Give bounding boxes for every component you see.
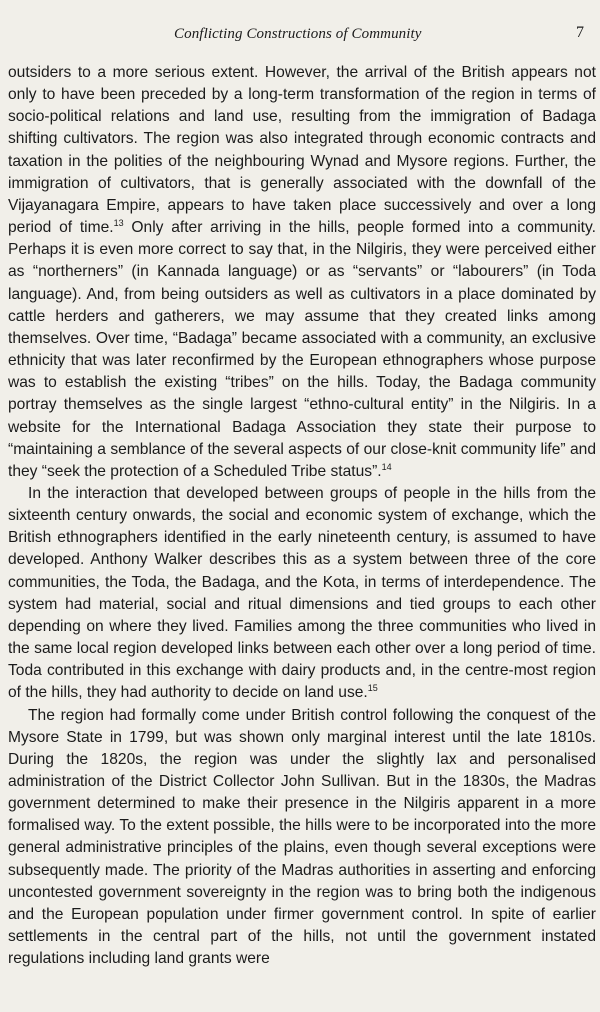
- page-header: [0, 26, 600, 46]
- paragraph-2: [8, 483, 596, 705]
- footnote-ref-13: 13: [113, 217, 124, 228]
- paragraph-3-text-1: The region had formally come under British control following the conquest of the Mysore State in 1799, but was shown only marginal interest until the late 1810s. During the 1820s, the region was under the slightly lax and personalised administration of the District Collector John Sullivan. But in the 1830s, the Madras government determined to make their presence in the Nilgiris apparent in a more formalised way. To the extent possible, the hills were to be incorporated into the more general administrative principles of the plains, even though several exceptions were subsequently made. The priority of the Madras authorities in asserting and enforcing uncontested government sovereignty in the region was to bring both the indigenous and the European population under firmer government control. In spite of earlier settlements in the central part of the hills, not until the government instated regulations including land grants were: [8, 706, 596, 968]
- paragraph-3: [8, 705, 596, 971]
- paragraph-1: [8, 62, 596, 483]
- running-head: Conflicting Constructions of Community: [174, 26, 422, 42]
- body-text: [8, 62, 596, 970]
- paragraph-2-text-1: In the interaction that developed between groups of people in the hills from the sixteenth century onwards, the social and economic system of exchange, which the British ethnographers identified in the early nineteenth century, is assumed to have developed. Anthony Walker describes this as a system between three of the core communities, the Toda, the Badaga, and the Kota, in terms of interdependence. The system had material, social and ritual dimensions and tied groups to each other depending on where they lived. Families among the three communities who lived in the same local region developed links between each other over a long period of time. Toda contributed in this exchange with dairy products and, in the centre-most region of the hills, they had authority to decide on land use.: [8, 484, 596, 702]
- paragraph-1-text-1: outsiders to a more serious extent. However, the arrival of the British appears not only to have been preceded by a long-term transformation of the region in terms of socio-political relations and land use, resulting from the immigration of Badaga shifting cultivators. The region was also integrated through economic contracts and taxation in the polities of the neighbouring Wynad and Mysore regions. Further, the immigration of cultivators, that is generally associated with the downfall of the Vijayanagara Empire, appears to have taken place successively and over a long period of time.: [8, 64, 596, 237]
- footnote-ref-14: 14: [381, 461, 392, 472]
- footnote-ref-15: 15: [367, 683, 378, 694]
- paragraph-1-text-2: Only after arriving in the hills, people formed into a community. Perhaps it is even more correct to say that, in the Nilgiris, they were perceived either as “northerners” (in Kannada language) or as “servants” or “labourers” (in Toda language). And, from being outsiders as well as cultivators in a place dominated by cattle herders and gatherers, we may assume that they created links among themselves. Over time, “Badaga” became associated with a community, an exclusive ethnicity that was later reconfirmed by the European ethnographers whose purpose was to establish the existing “tribes” on the hills. Today, the Badaga community portray themselves as the single largest “ethno-cultural entity” in the Nilgiris. In a website for the International Badaga Association they state their purpose to “maintaining a semblance of the several aspects of our close-knit community life” and they “seek the protection of a Scheduled Tribe status”.: [8, 219, 596, 480]
- page-number: 7: [576, 24, 584, 41]
